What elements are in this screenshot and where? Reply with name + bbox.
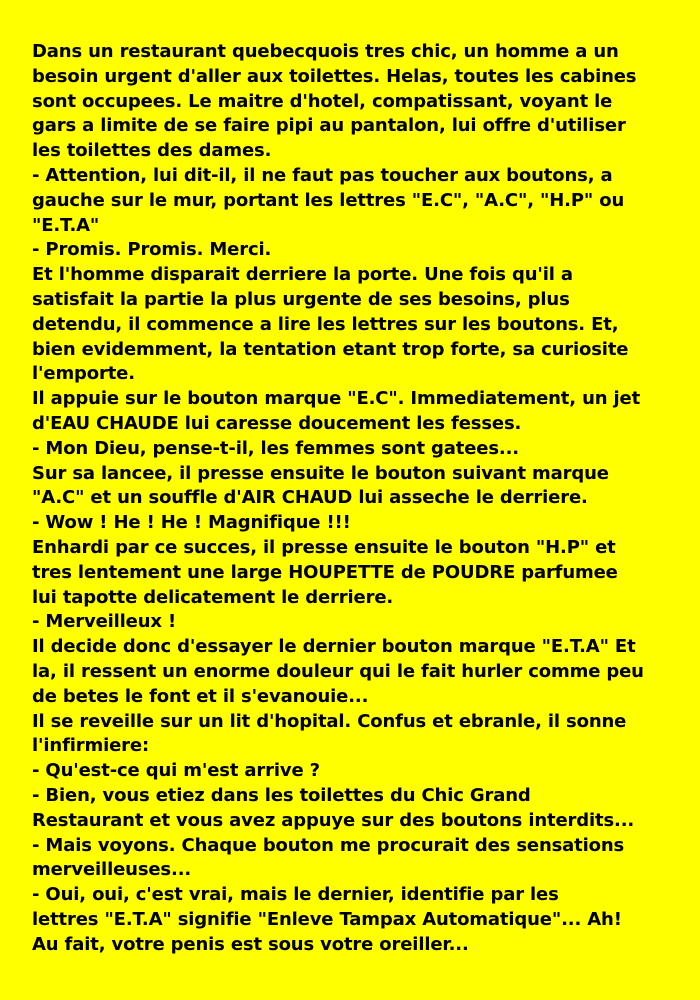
story-line: - Oui, oui, c'est vrai, mais le dernier, identifie par les (32, 884, 559, 906)
story-line: - Mais voyons. Chaque bouton me procurait des sensations (32, 834, 625, 856)
story-line: - Mon Dieu, pense-t-il, les femmes sont gatees... (32, 437, 519, 459)
story-line: lettres "E.T.A" signifie "Enleve Tampax Automatique"... Ah! (32, 908, 622, 930)
story-line: d'EAU CHAUDE lui caresse doucement les fesses. (32, 412, 522, 434)
story-line: lui tapotte delicatement le derriere. (32, 586, 394, 608)
story-line: - Wow ! He ! He ! Magnifique !!! (32, 512, 351, 534)
story-line: - Promis. Promis. Merci. (32, 239, 272, 261)
story-line: gars a limite de se faire pipi au pantalon, lui offre d'utiliser (32, 115, 626, 137)
story-line: satisfait la partie la plus urgente de ses besoins, plus (32, 288, 570, 310)
story-line: - Qu'est-ce qui m'est arrive ? (32, 760, 320, 782)
story-line: Et l'homme disparait derriere la porte. Une fois qu'il a (32, 264, 573, 286)
story-line: Enhardi par ce succes, il presse ensuite le bouton "H.P" et (32, 536, 616, 558)
story-line: - Bien, vous etiez dans les toilettes du Chic Grand (32, 784, 531, 806)
story-line: bien evidemment, la tentation etant trop forte, sa curiosite (32, 338, 629, 360)
story-line: l'infirmiere: (32, 735, 150, 757)
story-line: sont occupees. Le maitre d'hotel, compatissant, voyant le (32, 90, 613, 112)
story-line: de betes le font et il s'evanouie... (32, 685, 369, 707)
story-line: Il appuie sur le bouton marque "E.C". Immediatement, un jet (32, 388, 641, 410)
story-text (32, 40, 672, 957)
story-line: - Attention, lui dit-il, il ne faut pas toucher aux boutons, a (32, 164, 613, 186)
story-line: "E.T.A" (32, 214, 100, 236)
story-line: besoin urgent d'aller aux toilettes. Helas, toutes les cabines (32, 65, 637, 87)
story-line: gauche sur le mur, portant les lettres "E.C", "A.C", "H.P" ou (32, 189, 625, 211)
story-line: Il decide donc d'essayer le dernier bouton marque "E.T.A" Et (32, 636, 636, 658)
story-line: - Merveilleux ! (32, 611, 177, 633)
story-line: Au fait, votre penis est sous votre oreiller... (32, 933, 469, 955)
story-line: Dans un restaurant quebecquois tres chic, un homme a un (32, 41, 619, 62)
story-line: les toilettes des dames. (32, 140, 272, 162)
story-line: la, il ressent un enorme douleur qui le fait hurler comme peu (32, 660, 644, 682)
story-line: Restaurant et vous avez appuye sur des boutons interdits... (32, 809, 635, 831)
story-line: merveilleuses... (32, 859, 192, 881)
story-line: tres lentement une large HOUPETTE de POUDRE parfumee (32, 561, 618, 583)
story-line: "A.C" et un souffle d'AIR CHAUD lui asseche le derriere. (32, 487, 588, 509)
story-line: l'emporte. (32, 363, 135, 385)
story-line: detendu, il commence a lire les lettres sur les boutons. Et, (32, 313, 619, 335)
story-line: Sur sa lancee, il presse ensuite le bouton suivant marque (32, 462, 609, 484)
story-line: Il se reveille sur un lit d'hopital. Confus et ebranle, il sonne (32, 710, 627, 732)
